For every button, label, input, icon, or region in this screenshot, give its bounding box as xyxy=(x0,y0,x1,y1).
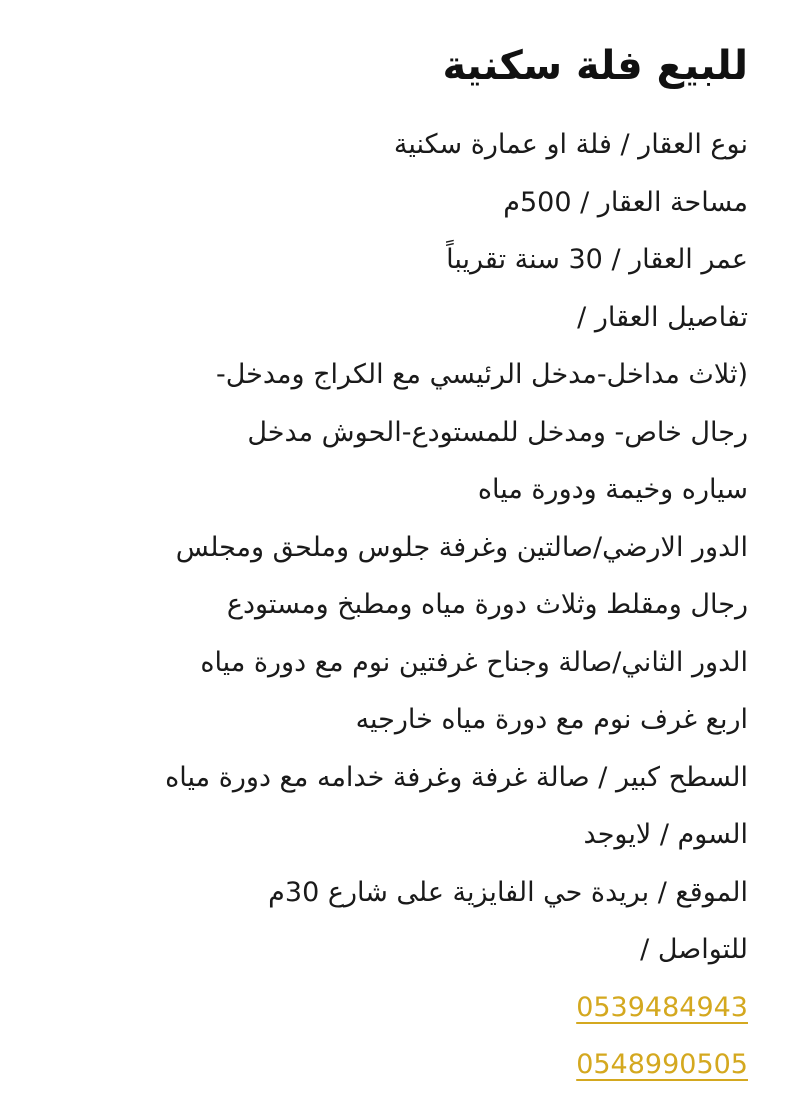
listing-title: للبيع فلة سكنية xyxy=(442,43,748,89)
phone-link-1[interactable]: 0539484943 xyxy=(576,991,748,1023)
listing-details xyxy=(30,116,748,1094)
detail-area: مساحة العقار / 500م xyxy=(503,186,748,218)
phone-row-1 xyxy=(30,979,748,1037)
detail-location: الموقع / بريدة حي الفايزية على شارع 30م xyxy=(268,876,748,908)
detail-entrances-line-3: سياره وخيمة ودورة مياه xyxy=(477,474,748,505)
detail-ground-floor-line-1: الدور الارضي/صالتين وغرفة جلوس وملحق ومجلس xyxy=(175,531,748,563)
detail-details-heading: تفاصيل العقار / xyxy=(577,301,748,333)
detail-second-floor-line-2: اربع غرف نوم مع دورة مياه خارجيه xyxy=(355,704,748,735)
detail-roof: السطح كبير / صالة غرفة وغرفة خدامه مع دورة مياه xyxy=(165,761,748,793)
detail-age: عمر العقار / 30 سنة تقريباً xyxy=(446,244,748,275)
detail-property-type: نوع العقار / فلة او عمارة سكنية xyxy=(393,129,748,160)
detail-entrances-line-2: رجال خاص- ومدخل للمستودع-الحوش مدخل xyxy=(247,416,748,448)
detail-contact-label: للتواصل / xyxy=(640,934,748,965)
detail-entrances-line-1: (ثلاث مداخل-مدخل الرئيسي مع الكراج ومدخل- xyxy=(215,359,748,390)
detail-ground-floor-line-2: رجال ومقلط وثلاث دورة مياه ومطبخ ومستودع xyxy=(226,589,748,620)
phone-row-2 xyxy=(30,1036,748,1094)
detail-price: السوم / لايوجد xyxy=(583,819,748,850)
phone-link-2[interactable]: 0548990505 xyxy=(576,1049,748,1080)
detail-second-floor-line-1: الدور الثاني/صالة وجناح غرفتين نوم مع دورة مياه xyxy=(200,646,748,678)
